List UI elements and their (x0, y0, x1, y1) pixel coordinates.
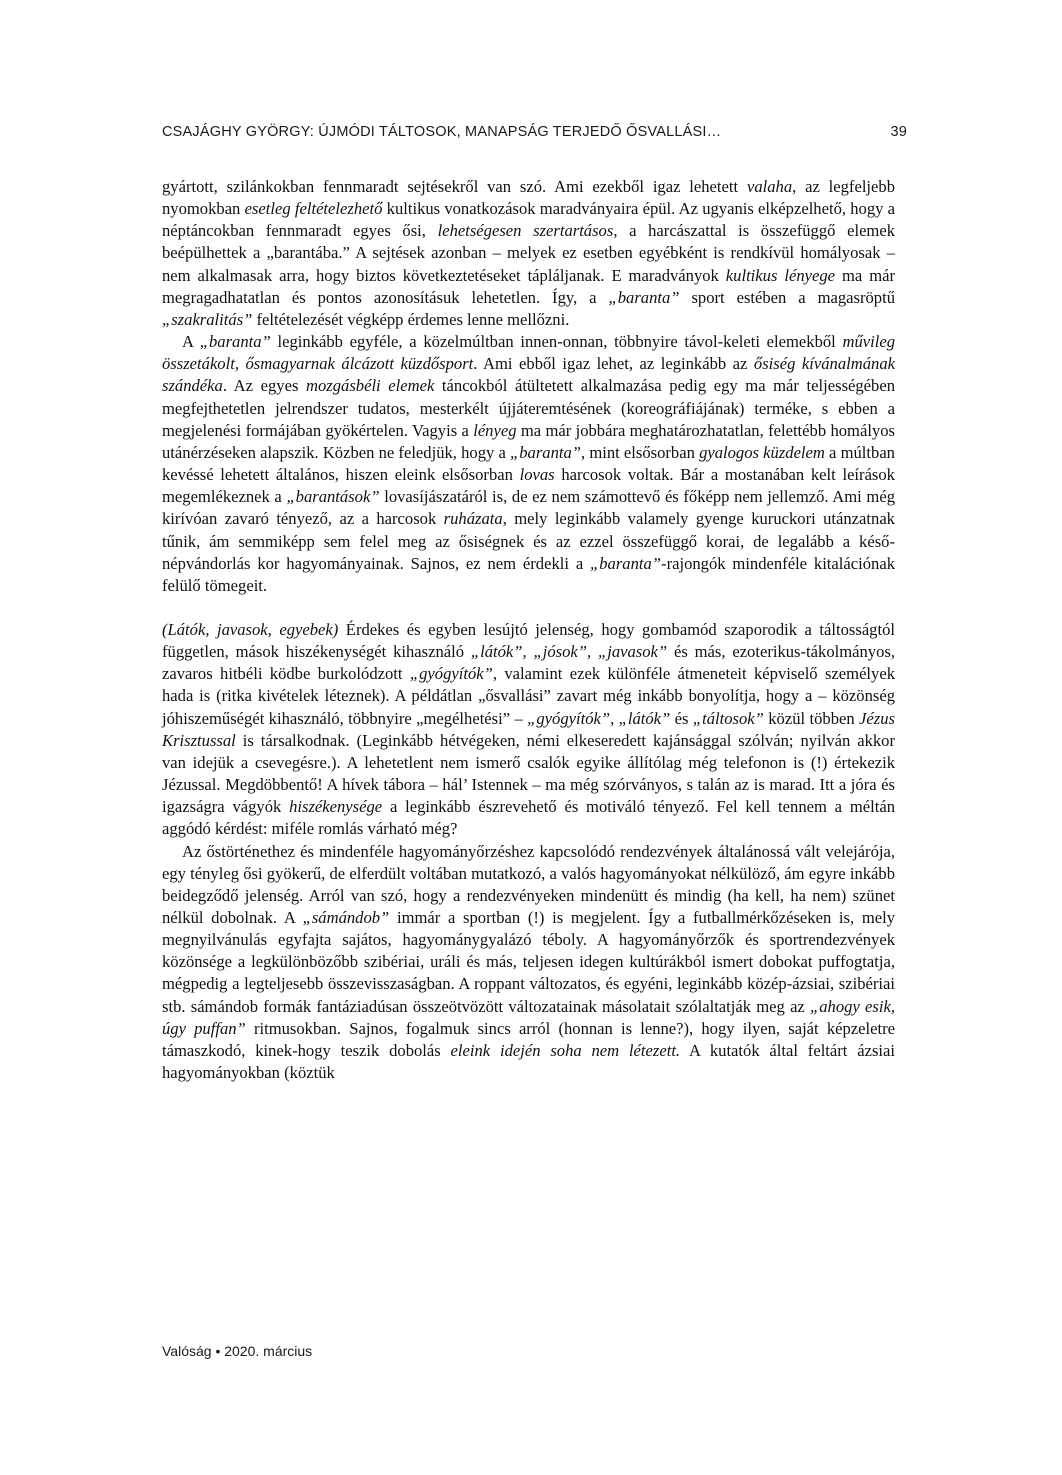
text-run: kultikus vonatkozások maradványaira épül. Az ugyanis elképzelhető, hogy a néptáncokban fennmaradt egyes ősi, (162, 199, 896, 241)
paragraph (162, 619, 895, 841)
text-run: , a harcászattal is összefüggő elemek beépülhettek a „barantába.” A sejtések azonban – melyek ez esetben egyébként is rendkívül homályosak – nem alkalmasak arra, hogy biztos következtetéseket tápláljanak. E maradványok (162, 221, 896, 285)
italic-text: „sámándob” (302, 908, 390, 927)
text-run: közül többen (763, 708, 860, 728)
text-run: , mely leginkább valamely gyenge kuruckori utánzatnak tűnik, ám semmiképp sem felel meg az ősiségnek és az ezzel összefüggő korai, de legalább a késő-népvándorlás kor hagyományainak. Sajnos, ez nem érdekli a (162, 509, 895, 573)
italic-text: eleink idején soha nem létezett. (450, 1040, 681, 1060)
italic-text: lényeg (473, 420, 517, 440)
italic-text: „baranta” (608, 287, 680, 307)
italic-text: „szakralitás” (162, 309, 253, 329)
running-header-title: CSAJÁGHY GYÖRGY: ÚJMÓDI TÁLTOSOK, MANAPSÁG TERJEDŐ ŐSVALLÁSI… (162, 124, 722, 140)
italic-text: esetleg feltételezhető (244, 199, 383, 219)
italic-text: „baranta” (199, 332, 271, 352)
italic-text: ruházata (443, 509, 503, 529)
text-run: -rajongók mindenféle kitalációnak felülő tömegeit. (162, 553, 895, 595)
italic-text: hiszékenysége (289, 797, 383, 817)
paragraph (162, 841, 895, 1085)
italic-text: lehetségesen szertartásos (437, 221, 614, 241)
body-text (162, 176, 895, 1084)
text-run: A (182, 332, 200, 352)
text-run: is társalkodnak. (Leginkább hétvégeken, némi elkeseredett kajánsággal szólván; nyilván akkor van idejük a csevegésre.). A lehetetlent nem ismerő csalók egyike állítólag még telefonon is (!) értekezik Jézussal. Megdöbbentő! A hívek tábora – hál’ Istennek – ma még szórványos, s talán az is marad. Itt a jóra és igazságra vágyók (162, 730, 895, 817)
text-run: a múltban kevéssé lehetett általános, hiszen eleink elsősorban (162, 442, 895, 485)
text-run: Érdekes és egyben lesújtó jelenség, hogy gombamód szaporodik a táltosságtól független, mások hiszékenységét kihasználó (162, 619, 895, 662)
text-run: gyártott, szilánkokban fennmaradt sejtésekről van szó. Ami ezekből igaz lehetett (162, 177, 747, 196)
italic-text: „baranta” (510, 442, 582, 462)
paragraph (162, 176, 895, 331)
text-run: , az legfeljebb nyomokban (162, 177, 895, 219)
italic-text: ősiség kívánalmának szándéka (162, 354, 895, 396)
text-run: . Ami ebből igaz lehet, az leginkább az (473, 354, 754, 374)
italic-text: „baranta” (590, 553, 662, 573)
text-run: Az őstörténethez és mindenféle hagyományőrzéshez kapcsolódó rendezvények általánossá vált velejárója, egy tényleg ősi gyökerű, de elferdült voltában mutatkozó, a valós hagyományokat nélkülöző, ám egyre inkább beidegződő jelenség. Arról van szó, hogy a rendezvényeken mindenütt és mindig (ha kell, ha nem) szünet nélkül dobolnak. A (162, 841, 895, 927)
italic-text: „ahogy esik, úgy puffan” (162, 996, 895, 1038)
text-run: táncokból átültetett alkalmazása pedig egy ma már teljességében megfejthetetlen jelrendszer tudatos, mesterkélt újjáteremtésének (koreográfiájának) terméke, s ebben a megjelenési formájában gyökértelen. Vagyis a (162, 376, 896, 440)
text-run: ritmusokban. Sajnos, fogalmuk sincs arról (honnan is lenne?), hogy ilyen, saját képzeletre támaszkodó, kinek-hogy teszik dobolás (162, 1018, 895, 1060)
italic-text: valaha (746, 177, 793, 196)
italic-text: „gyógyítók” (409, 664, 493, 684)
italic-text: Jézus Krisztussal (162, 708, 895, 750)
italic-text: „látók”, „jósok”, „javasok” (470, 642, 668, 662)
text-run: harcosok voltak. Bár a mostanában kelt leírások megemlékeznek a (162, 465, 895, 507)
text-run: , valamint ezek különféle átmeneteit képviselő személyek hada is (ritka kivételek léteznek). A példátlan „ősvallási” zavart még inkább bonyolítja, hogy a – közönség jóhiszeműségét kihasználó, többnyire „megélhetési” – (162, 664, 895, 728)
italic-text: (Látók, javasok, egyebek) (162, 619, 339, 639)
text-run: feltételezését végképp érdemes lenne mellőzni. (252, 309, 570, 329)
italic-text: mozgásbéli elemek (306, 376, 435, 396)
italic-text: lovas (519, 465, 555, 485)
text-run: ma már megragadhatatlan és pontos azonosításuk lehetetlen. Így, a (162, 265, 895, 307)
paragraph (162, 331, 895, 597)
italic-text: „gyógyítók”, „látók” (527, 708, 671, 728)
text-run: , mint elsősorban (581, 442, 700, 462)
text-run: sport estében a magasröptű (679, 287, 895, 307)
text-run: A kutatók által feltárt ázsiai hagyományokban (köztük (162, 1040, 895, 1083)
text-run: és más, ezoterikus-tákolmányos, zavaros hitbéli ködbe burkolódzott (162, 642, 895, 684)
page-number: 39 (890, 124, 907, 140)
text-run: . Az egyes (222, 376, 306, 396)
text-run: leginkább egyféle, a közelmúltban innen-onnan, többnyire távol-keleti elemekből (270, 332, 843, 352)
italic-text: „barantások” (286, 487, 380, 507)
text-run: ma már jobbára meghatározhatatlan, felettébb homályos utánérzéseken alapszik. Közben ne feledjük, hogy a (162, 420, 895, 462)
italic-text: gyalogos küzdelem (699, 442, 825, 462)
italic-text: művileg összetákolt, ősmagyarnak álcázott küzdősport (162, 332, 895, 374)
text-run: és (670, 708, 693, 728)
text-run: lovasíjászatáról is, de ez nem számottevő és főképp nem jellemző. Ami még kirívóan zavaró tényező, az a harcosok (162, 487, 895, 529)
page-footer: Valóság • 2020. március (162, 1343, 313, 1359)
text-run: a leginkább észrevehető és motiváló tényező. Fel kell tennem a méltán aggódó kérdést: miféle romlás várható még? (162, 797, 895, 839)
italic-text: „táltosok” (692, 708, 764, 728)
italic-text: kultikus lényege (725, 265, 836, 285)
text-run: immár a sportban (!) is megjelent. Így a futballmérkőzéseken is, mely megnyilvánulás egyfajta sajátos, hagyománygyalázó téboly. A hagyományőrzők és sportrendezvények közönsége a legkülönbözőbb szibériai, uráli és más, teljesen idegen kultúrákból ismert dobokat puffogtatja, mégpedig a legteljesebb összevisszaságban. A roppant változatos, és egyéni, leginkább közép-ázsiai, szibériai stb. sámándob formák fantáziadúsan összeötvözött változatainak másolatait szólaltatják meg az (162, 908, 896, 1016)
